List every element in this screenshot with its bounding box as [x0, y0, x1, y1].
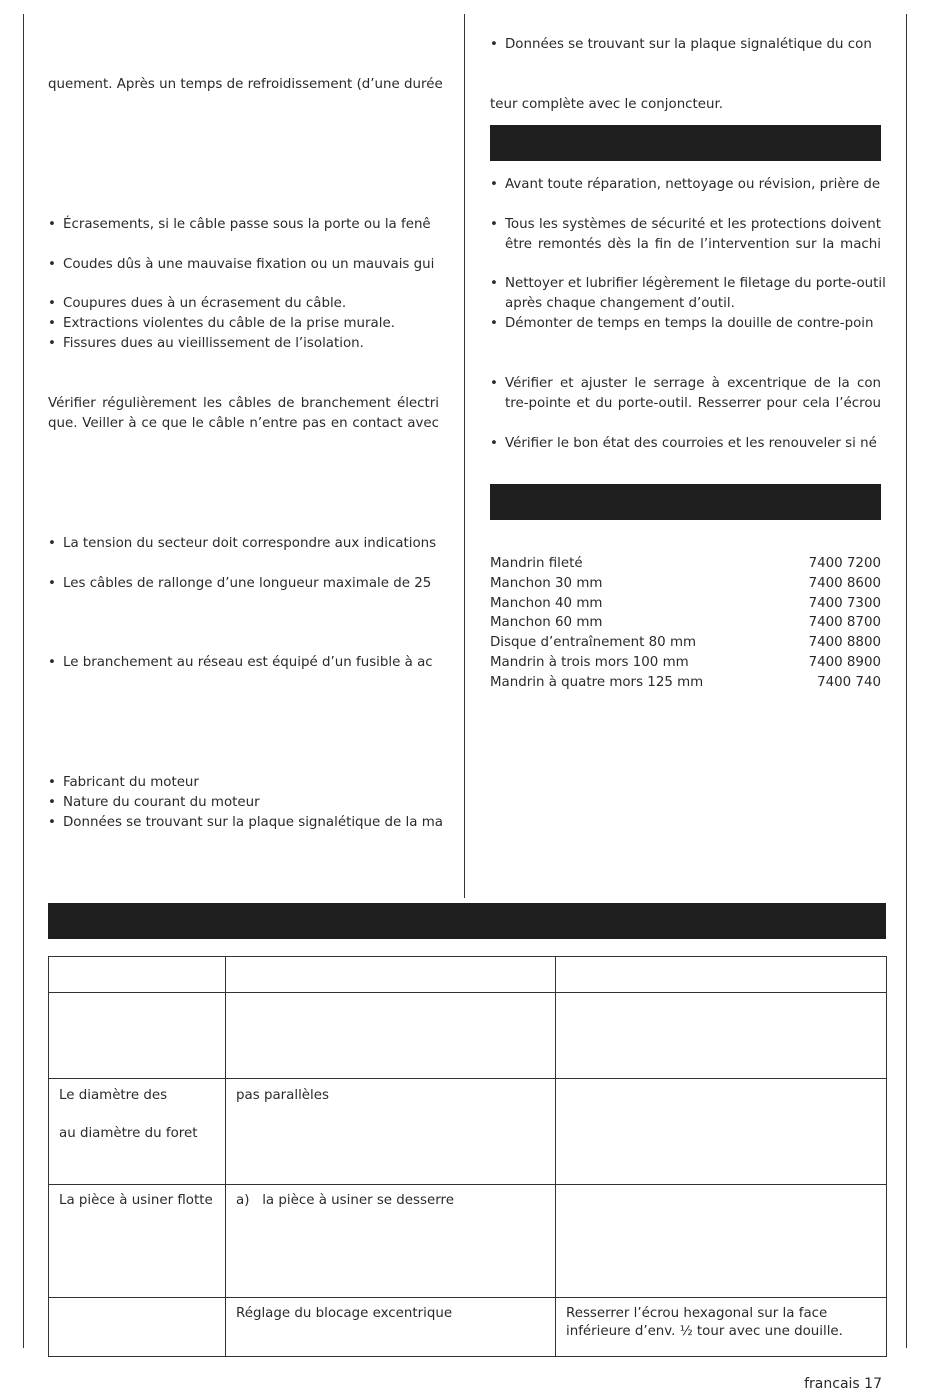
table-row — [49, 993, 887, 1079]
accessory-code: 7400 740 — [817, 674, 881, 690]
table-cell — [556, 957, 887, 993]
table-row — [49, 957, 887, 993]
table-cell: La pièce à usiner flotte — [49, 1185, 226, 1298]
table-cell — [49, 957, 226, 993]
right-margin-rule — [906, 14, 907, 1348]
column-divider-rule — [464, 14, 465, 898]
list-item: • Démonter de temps en temps la douille de contre-poin — [490, 316, 874, 331]
table-row — [49, 1185, 887, 1298]
list-item: • Vérifier le bon état des courroies et les renouveler si né — [490, 436, 877, 451]
accessory-name: Mandrin à trois mors 100 mm — [490, 654, 689, 670]
list-item: • Coupures dues à un écrasement du câble. — [48, 296, 347, 311]
maintenance-heading-bar — [490, 125, 881, 161]
table-cell: Réglage du blocage excentrique — [226, 1298, 556, 1357]
accessory-row — [490, 574, 881, 594]
paragraph-line: Vérifier régulièrement les câbles de branchement électri — [48, 396, 439, 411]
table-cell: Le diamètre des au diamètre du foret — [49, 1079, 226, 1185]
table-cell: pas parallèles — [226, 1079, 556, 1185]
table-row — [49, 1298, 887, 1357]
left-margin-rule — [23, 14, 24, 1348]
accessory-code: 7400 8700 — [808, 615, 881, 631]
table-cell — [226, 993, 556, 1079]
list-item: • Données se trouvant sur la plaque signalétique de la ma — [48, 815, 443, 830]
list-item: • Les câbles de rallonge d’une longueur maximale de 25 — [48, 576, 432, 591]
accessory-name: Manchon 40 mm — [490, 595, 603, 611]
table-row — [49, 1079, 887, 1185]
list-item-line: tre-pointe et du porte-outil. Resserrer pour cela l’écrou — [505, 396, 881, 411]
accessory-code: 7400 7200 — [808, 556, 881, 571]
accessories-heading-bar — [490, 484, 881, 520]
paragraph-line: que. Veiller à ce que le câble n’entre pas en contact avec — [48, 416, 439, 431]
troubleshooting-heading-bar — [48, 903, 886, 939]
table-cell — [49, 993, 226, 1079]
list-item: • Coudes dûs à une mauvaise fixation ou un mauvais gui — [48, 257, 435, 272]
accessory-row — [490, 594, 881, 614]
list-item-line: Tous les systèmes de sécurité et les protections doivent — [505, 217, 881, 232]
table-cell — [556, 993, 887, 1079]
plate-list-item: • Données se trouvant sur la plaque signalétique du con — [490, 37, 872, 52]
accessory-row — [490, 673, 881, 693]
accessory-row — [490, 613, 881, 633]
list-item-line: être remontés dès la fin de l’intervention sur la machi — [505, 237, 881, 252]
list-item: • La tension du secteur doit correspondre aux indications — [48, 536, 437, 551]
table-cell: a) la pièce à usiner se desserre — [226, 1185, 556, 1298]
table-cell — [226, 957, 556, 993]
accessory-name: Mandrin fileté — [490, 556, 583, 571]
list-item: • Écrasements, si le câble passe sous la porte ou la fenê — [48, 217, 431, 232]
accessory-row — [490, 554, 881, 574]
cooling-text-line: quement. Après un temps de refroidissement (d’une durée — [48, 77, 443, 92]
accessory-row — [490, 633, 881, 653]
table-cell — [556, 1185, 887, 1298]
fuse-list-item: • Le branchement au réseau est équipé d’un fusible à ac — [48, 655, 433, 670]
list-item: • Avant toute réparation, nettoyage ou révision, prière de — [490, 177, 881, 192]
accessory-code: 7400 8800 — [808, 635, 881, 651]
accessory-name: Manchon 60 mm — [490, 615, 603, 631]
list-item: • Fabricant du moteur — [48, 775, 199, 790]
list-item-line: Nettoyer et lubrifier légèrement le filetage du porte-outil — [505, 276, 886, 291]
list-item: • Nature du courant du moteur — [48, 795, 260, 810]
accessories-list — [490, 554, 881, 693]
accessory-name: Mandrin à quatre mors 125 mm — [490, 674, 704, 690]
list-item: • Extractions violentes du câble de la prise murale. — [48, 316, 395, 331]
troubleshooting-table — [48, 956, 887, 1357]
table-cell — [49, 1298, 226, 1357]
accessory-code: 7400 7300 — [808, 595, 881, 611]
list-item-line: Vérifier et ajuster le serrage à excentrique de la con — [505, 376, 881, 391]
list-item: • Fissures dues au vieillissement de l’isolation. — [48, 336, 364, 351]
accessory-name: Manchon 30 mm — [490, 575, 603, 591]
accessory-code: 7400 8900 — [808, 654, 881, 670]
accessory-code: 7400 8600 — [808, 575, 881, 591]
page-number: francais 17 — [804, 1376, 882, 1392]
accessory-name: Disque d’entraînement 80 mm — [490, 635, 697, 651]
table-cell — [556, 1079, 887, 1185]
table-cell: Resserrer l’écrou hexagonal sur la face inférieure d’env. ½ tour avec une douille. — [556, 1298, 887, 1357]
list-item-line: après chaque changement d’outil. — [505, 296, 735, 311]
plate-continued-text: teur complète avec le conjoncteur. — [490, 97, 724, 112]
accessory-row — [490, 653, 881, 673]
